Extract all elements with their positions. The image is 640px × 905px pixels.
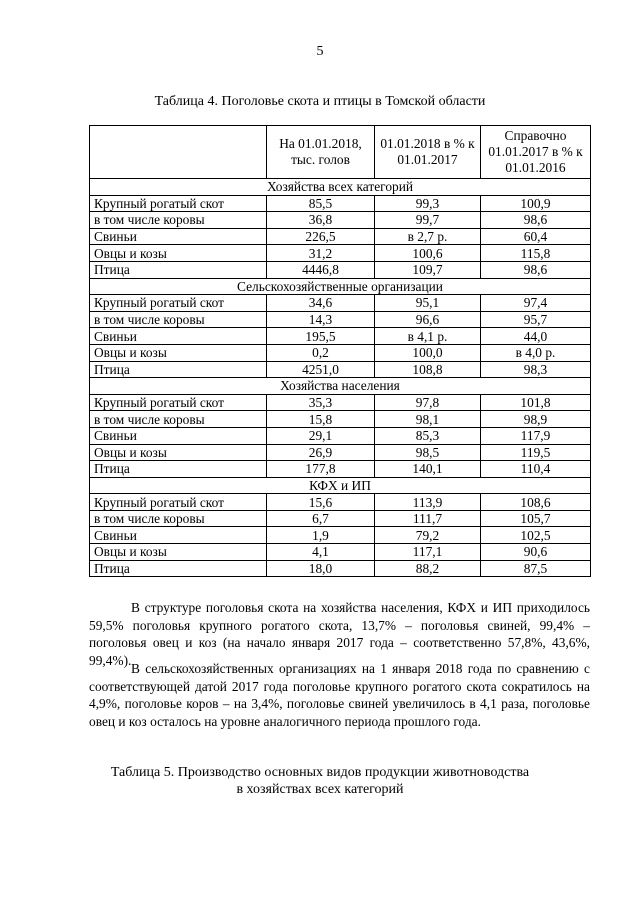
table-row [90,195,591,212]
row-label: Крупный рогатый скот [90,295,267,312]
section-header-row [90,378,591,395]
table-row [90,427,591,444]
value-cell: 108,6 [481,494,591,511]
value-cell: 97,4 [481,295,591,312]
section-title: Хозяйства населения [90,378,591,395]
value-cell: 99,7 [375,212,481,229]
value-cell: 140,1 [375,461,481,478]
section-header-row [90,179,591,196]
value-cell: 226,5 [267,228,375,245]
value-cell: 195,5 [267,328,375,345]
value-cell: 85,3 [375,427,481,444]
table-header-row [90,126,591,179]
row-label: Крупный рогатый скот [90,494,267,511]
row-label: Птица [90,361,267,378]
row-label: в том числе коровы [90,212,267,229]
value-cell: 100,6 [375,245,481,262]
section-title: КФХ и ИП [90,477,591,494]
row-label: в том числе коровы [90,510,267,527]
value-cell: 108,8 [375,361,481,378]
header-cell-empty [90,126,267,179]
section-title: Хозяйства всех категорий [90,179,591,196]
value-cell: в 2,7 р. [375,228,481,245]
section-header-row [90,477,591,494]
table-row [90,394,591,411]
row-label: в том числе коровы [90,311,267,328]
table-row [90,245,591,262]
value-cell: 98,6 [481,261,591,278]
value-cell: 36,8 [267,212,375,229]
value-cell: в 4,1 р. [375,328,481,345]
value-cell: 98,5 [375,444,481,461]
row-label: Свиньи [90,427,267,444]
table-row [90,361,591,378]
value-cell: 4446,8 [267,261,375,278]
row-label: в том числе коровы [90,411,267,428]
value-cell: 98,3 [481,361,591,378]
value-cell: 98,6 [481,212,591,229]
table-row [90,295,591,312]
value-cell: 4251,0 [267,361,375,378]
row-label: Птица [90,560,267,577]
row-label: Свиньи [90,527,267,544]
value-cell: 95,1 [375,295,481,312]
paragraph-text: В сельскохозяйственных организациях на 1 января 2018 года по сравнению с соответствующей датой 2017 года поголовье крупного рогатого скота сократилось на 4,9%, поголовье коров – на 3,4%, поголовье свиней увеличилось в 4,1 раза, поголовье овец и коз осталось на уровне аналогичного периода прошлого года. [89,661,590,729]
value-cell: 15,6 [267,494,375,511]
row-label: Свиньи [90,328,267,345]
table-5-title-line2: в хозяйствах всех категорий [236,782,404,797]
section-title: Сельскохозяйственные организации [90,278,591,295]
page-number: 5 [316,44,324,59]
value-cell: 87,5 [481,560,591,577]
table-row [90,461,591,478]
value-cell: 0,2 [267,344,375,361]
value-cell: 117,1 [375,544,481,561]
table-row [90,411,591,428]
paragraph-structure [89,599,590,669]
value-cell: 111,7 [375,510,481,527]
value-cell: 98,9 [481,411,591,428]
table-row [90,228,591,245]
row-label: Овцы и козы [90,344,267,361]
table-row [90,444,591,461]
value-cell: 100,9 [481,195,591,212]
value-cell: 44,0 [481,328,591,345]
paragraph-agri-orgs [89,660,590,730]
value-cell: 31,2 [267,245,375,262]
row-label: Овцы и козы [90,444,267,461]
row-label: Свиньи [90,228,267,245]
value-cell: 115,8 [481,245,591,262]
paragraph-text: В структуре поголовья скота на хозяйства населения, КФХ и ИП приходилось 59,5% поголовья крупного рогатого скота, 13,7% – поголовья свиней, 99,4% – поголовья овец и коз (на начало января 2017 года – соответственно 57,8%, 43,6%, 99,4%). [89,600,590,668]
table-row [90,328,591,345]
row-label: Птица [90,461,267,478]
value-cell: 79,2 [375,527,481,544]
value-cell: 117,9 [481,427,591,444]
header-cell-pct-2017: Справочно 01.01.2017 в % к 01.01.2016 [481,126,591,179]
value-cell: 60,4 [481,228,591,245]
row-label: Крупный рогатый скот [90,195,267,212]
value-cell: 14,3 [267,311,375,328]
table-row [90,261,591,278]
value-cell: 105,7 [481,510,591,527]
value-cell: 4,1 [267,544,375,561]
value-cell: 90,6 [481,544,591,561]
value-cell: 6,7 [267,510,375,527]
table-row [90,311,591,328]
value-cell: 29,1 [267,427,375,444]
table-5-title-line1: Таблица 5. Производство основных видов продукции животноводства [110,765,530,780]
header-cell-count: На 01.01.2018, тыс. голов [267,126,375,179]
value-cell: 18,0 [267,560,375,577]
row-label: Крупный рогатый скот [90,394,267,411]
livestock-table [89,125,591,577]
value-cell: 100,0 [375,344,481,361]
table-5-title [0,764,640,798]
header-cell-pct-2018: 01.01.2018 в % к 01.01.2017 [375,126,481,179]
value-cell: 35,3 [267,394,375,411]
table-row [90,494,591,511]
value-cell: 97,8 [375,394,481,411]
table-row [90,510,591,527]
value-cell: 26,9 [267,444,375,461]
value-cell: 96,6 [375,311,481,328]
value-cell: 110,4 [481,461,591,478]
value-cell: в 4,0 р. [481,344,591,361]
value-cell: 101,8 [481,394,591,411]
table-row [90,560,591,577]
table-row [90,544,591,561]
table-row [90,527,591,544]
value-cell: 109,7 [375,261,481,278]
table-row [90,344,591,361]
value-cell: 85,5 [267,195,375,212]
row-label: Овцы и козы [90,544,267,561]
value-cell: 15,8 [267,411,375,428]
section-header-row [90,278,591,295]
value-cell: 88,2 [375,560,481,577]
value-cell: 119,5 [481,444,591,461]
value-cell: 113,9 [375,494,481,511]
value-cell: 102,5 [481,527,591,544]
value-cell: 177,8 [267,461,375,478]
value-cell: 98,1 [375,411,481,428]
table-row [90,212,591,229]
value-cell: 99,3 [375,195,481,212]
table-4-title: Таблица 4. Поголовье скота и птицы в Томской области [154,94,486,109]
value-cell: 34,6 [267,295,375,312]
value-cell: 1,9 [267,527,375,544]
row-label: Птица [90,261,267,278]
row-label: Овцы и козы [90,245,267,262]
value-cell: 95,7 [481,311,591,328]
